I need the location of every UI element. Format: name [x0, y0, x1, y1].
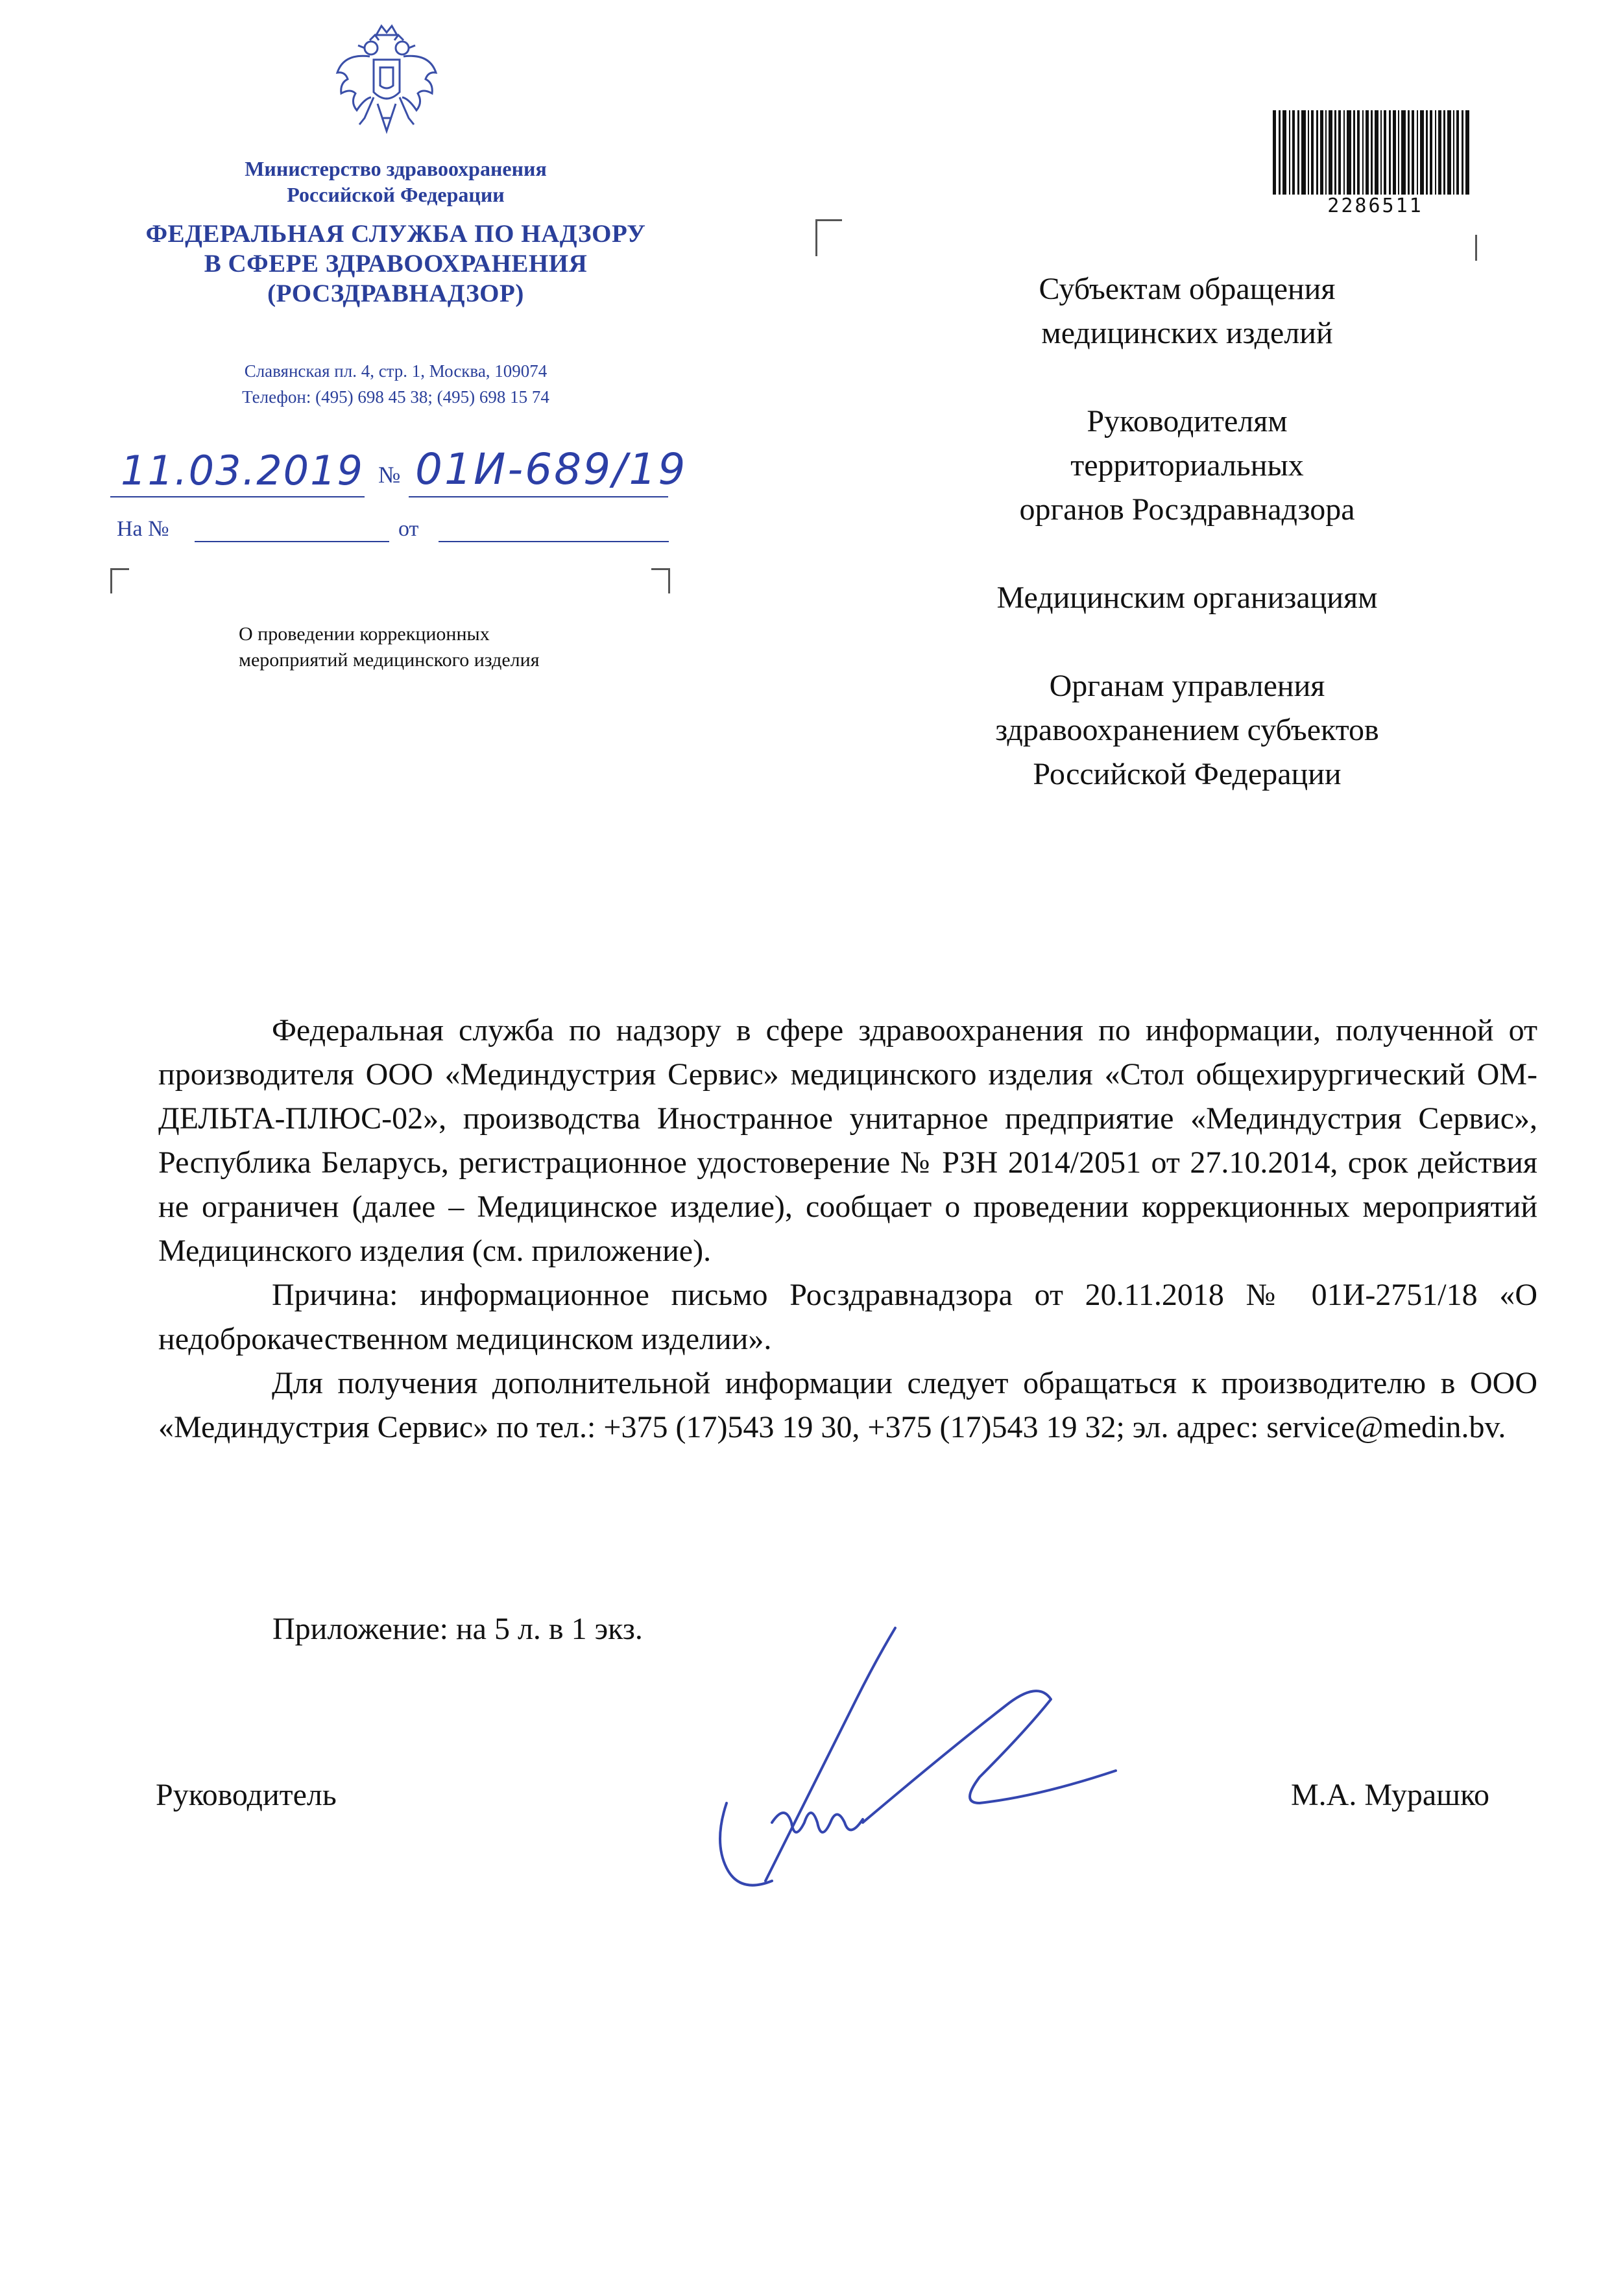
addressee-item	[902, 267, 1473, 355]
addressee-bracket-right	[1475, 235, 1477, 261]
phone-line: Телефон: (495) 698 45 38; (495) 698 15 74	[242, 387, 549, 407]
addressee-line: Субъектам обращения	[1039, 272, 1336, 306]
addressee-line: Российской Федерации	[1033, 757, 1342, 791]
addressee-item	[902, 664, 1473, 796]
addressee-line: Органам управления	[1049, 669, 1325, 703]
reference-from-label: от	[398, 517, 419, 541]
subject-bracket-left	[110, 568, 129, 593]
addressee-line: органов Росздравнадзора	[1019, 492, 1355, 527]
signer-name: М.А. Мурашко	[1291, 1778, 1489, 1812]
registration-number: 01И-689/19	[415, 444, 688, 494]
addressee-bracket-left	[815, 219, 842, 256]
addressee-list	[902, 267, 1473, 841]
subject-line-2: мероприятий медицинского изделия	[239, 649, 540, 671]
agency-address	[117, 358, 675, 410]
number-underline	[409, 496, 668, 497]
ministry-line-1: Министерство здравоохранения	[245, 157, 547, 180]
addressee-item	[902, 576, 1473, 620]
reference-date-blank	[439, 541, 669, 542]
address-line: Славянская пл. 4, стр. 1, Москва, 109074	[244, 361, 548, 381]
addressee-line: территориальных	[1070, 448, 1304, 483]
date-underline	[110, 496, 365, 497]
letter-subject	[239, 621, 693, 673]
state-emblem-icon	[331, 21, 442, 144]
agency-line-3: (РОСЗДРАВНАДЗОР)	[267, 280, 524, 307]
agency-name	[91, 219, 701, 309]
addressee-line: Руководителям	[1087, 404, 1288, 438]
reference-number-blank	[195, 541, 389, 542]
body-paragraph-main: Федеральная служба по надзору в сфере здравоохранения по информации, полученной от производителя ООО «Мединдустрия Сервис» медицинского изделия «Стол общехирургический ОМ-ДЕЛЬТА-ПЛЮС-02», производства Иностранное унитарное предприятие «Мединдустрия Сервис», Республика Беларусь, регистрационное удостоверение № РЗН 2014/2051 от 27.10.2014, срок действия не ограничен (далее – Медицинское изделие), сообщает о проведении коррекционных мероприятий Медицинского изделия (см. приложение).	[158, 1013, 1537, 1268]
agency-line-1: ФЕДЕРАЛЬНАЯ СЛУЖБА ПО НАДЗОРУ	[145, 220, 646, 248]
addressee-line: медицинских изделий	[1041, 316, 1333, 350]
subject-bracket-right	[651, 568, 670, 593]
addressee-item	[902, 400, 1473, 532]
letter-body	[158, 1009, 1537, 1450]
ministry-line-2: Российской Федерации	[287, 183, 505, 206]
ministry-name	[117, 156, 675, 208]
body-paragraph-reason: Причина: информационное письмо Росздравнадзора от 20.11.2018 № 01И-2751/18 «О недоброкачественном медицинском изделии».	[158, 1278, 1537, 1356]
addressee-line: здравоохранением субъектов	[995, 713, 1379, 747]
addressee-line: Медицинским организациям	[996, 580, 1378, 615]
agency-line-2: В СФЕРЕ ЗДРАВООХРАНЕНИЯ	[204, 250, 588, 278]
registration-date: 11.03.2019	[121, 447, 364, 494]
barcode-number: 2286511	[1327, 195, 1423, 217]
registration-number-label: №	[378, 462, 401, 488]
body-paragraph-contacts: Для получения дополнительной информации следует обращаться к производителю в ООО «Мединдустрия Сервис» по тел.: +375 (17)543 19 30, +375 (17)543 19 32; эл. адрес: service@medin.bv.	[158, 1366, 1537, 1444]
handwritten-signature	[701, 1608, 1142, 1907]
subject-line-1: О проведении коррекционных	[239, 623, 490, 645]
reference-number-label: На №	[117, 517, 169, 541]
attachment-note: Приложение: на 5 л. в 1 экз.	[272, 1612, 643, 1646]
barcode	[1273, 110, 1471, 195]
signer-title: Руководитель	[156, 1778, 337, 1812]
